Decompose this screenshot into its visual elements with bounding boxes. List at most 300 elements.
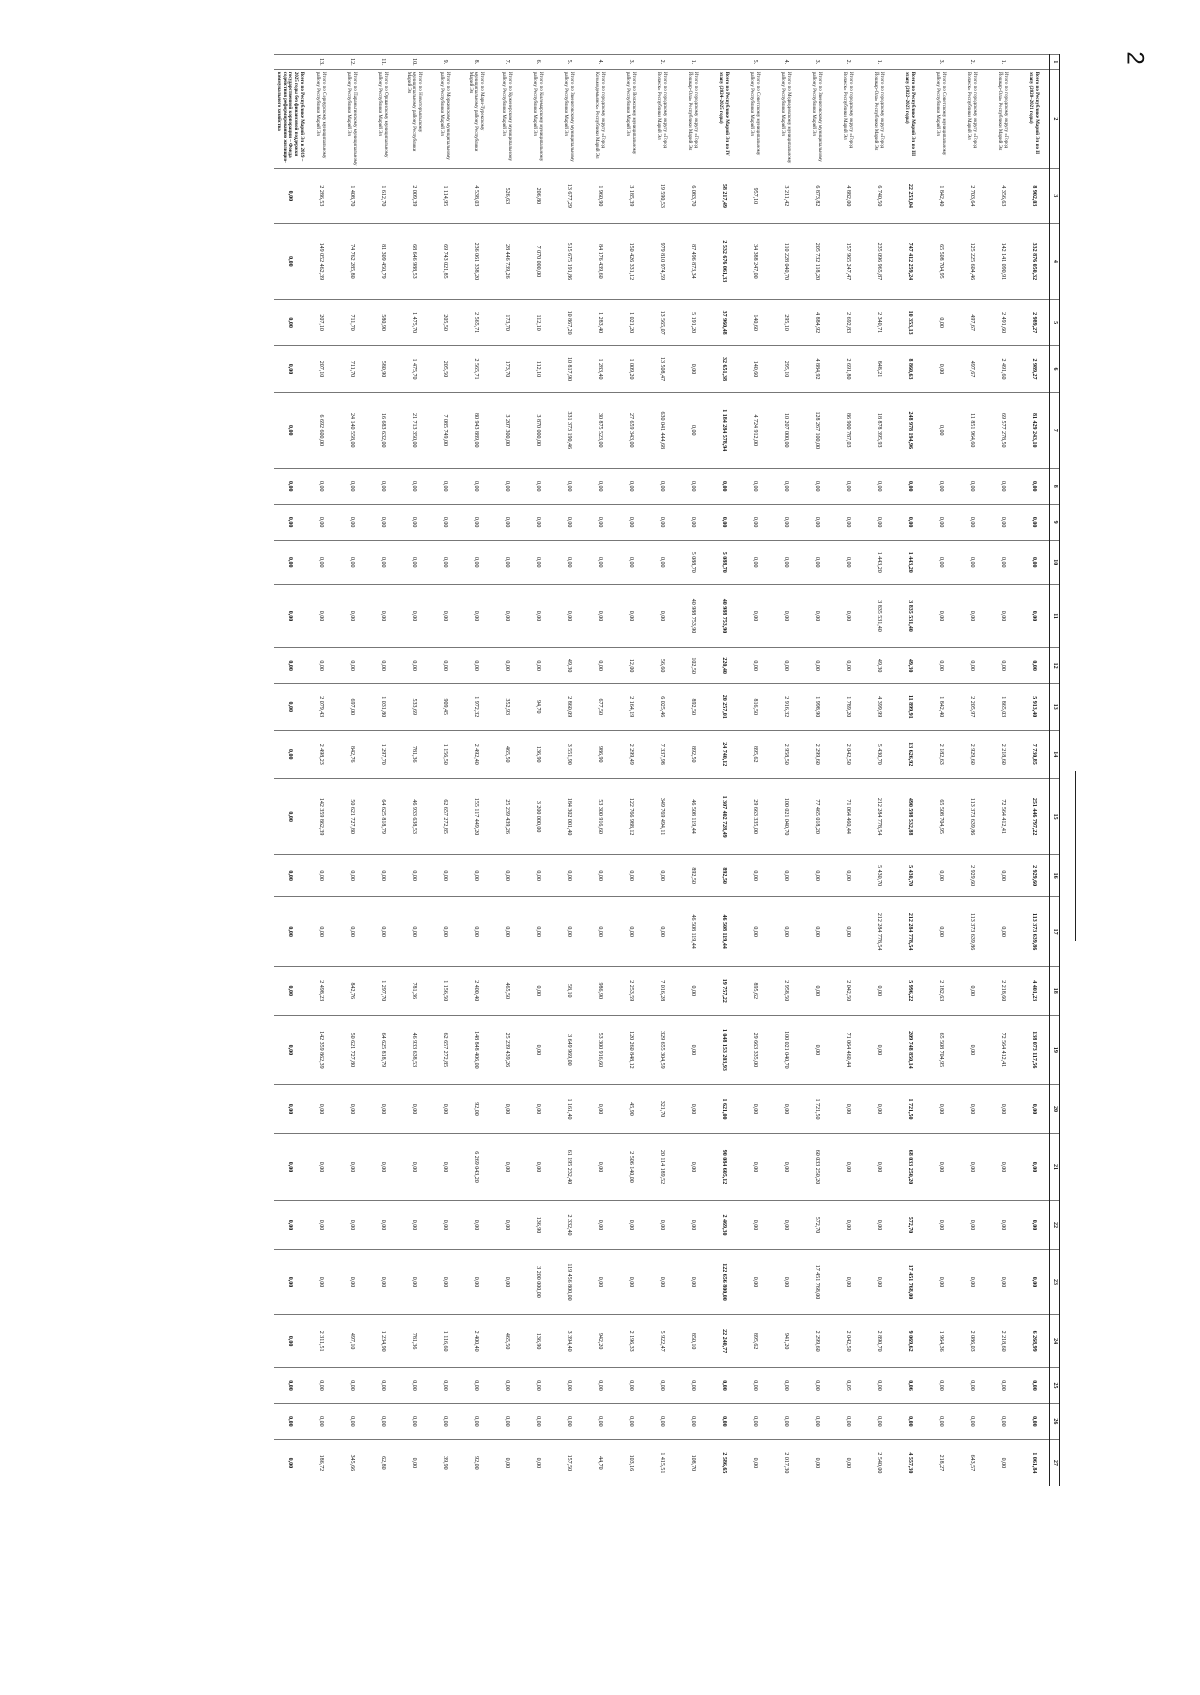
value-cell: 0,00 — [801, 966, 832, 1015]
value-cell: 0,00 — [460, 1403, 491, 1439]
value-cell: 0,00 — [398, 1085, 429, 1134]
value-cell: 0,00 — [398, 1368, 429, 1404]
column-number-header: 12 — [1050, 648, 1060, 684]
value-cell: 0,00 — [553, 897, 584, 967]
value-cell: 71 064 460,44 — [832, 779, 863, 855]
column-number-header: 16 — [1050, 855, 1060, 897]
value-cell: 630 041 444,68 — [646, 392, 677, 468]
value-cell: 0,00 — [646, 584, 677, 647]
table-body — [274, 55, 1050, 1487]
value-cell: 62 657 272,85 — [429, 779, 460, 855]
value-cell: 0,00 — [801, 504, 832, 540]
value-cell: 295,10 — [770, 299, 801, 345]
column-number-header: 2 — [1050, 69, 1060, 168]
value-cell: 2 540,00 — [863, 1439, 894, 1486]
value-cell: 0,00 — [274, 730, 305, 779]
value-cell: 0,00 — [274, 1085, 305, 1134]
value-cell: 0,00 — [832, 540, 863, 584]
value-cell: 0,00 — [553, 504, 584, 540]
row-number: 3. — [925, 55, 956, 70]
value-cell: 44,70 — [584, 1439, 615, 1486]
value-cell: 120 260 848,12 — [615, 1015, 646, 1085]
value-cell: 0,00 — [987, 504, 1018, 540]
value-cell: 0,00 — [336, 1201, 367, 1250]
value-cell: 0,00 — [677, 1249, 708, 1314]
table-row — [801, 55, 832, 1487]
row-number: 4. — [770, 55, 801, 70]
value-cell: 1 307 402 728,49 — [708, 779, 739, 855]
value-cell: 345,66 — [336, 1439, 367, 1486]
value-cell: 909,45 — [429, 684, 460, 730]
value-cell: 140,60 — [739, 346, 770, 392]
table-row — [305, 55, 336, 1487]
value-cell: 2 929,60 — [1018, 855, 1050, 897]
value-cell: 0,00 — [367, 1133, 398, 1201]
value-cell: 136,90 — [522, 730, 553, 779]
value-cell: 108,70 — [677, 1439, 708, 1486]
value-cell: 0,00 — [491, 504, 522, 540]
value-cell: 0,00 — [894, 468, 925, 504]
value-cell: 1 283,40 — [584, 346, 615, 392]
value-cell: 0,00 — [894, 504, 925, 540]
value-cell: 0,00 — [987, 1133, 1018, 1201]
value-cell: 19 590,53 — [646, 168, 677, 223]
column-number-header: 25 — [1050, 1368, 1060, 1404]
table-row — [491, 55, 522, 1487]
value-cell: 3 835 531,40 — [863, 584, 894, 647]
value-cell: 5 996,22 — [894, 966, 925, 1015]
value-cell: 0,00 — [522, 1439, 553, 1486]
value-cell: 0,00 — [925, 1201, 956, 1250]
value-cell: 0,00 — [584, 468, 615, 504]
value-cell: 0,00 — [832, 855, 863, 897]
value-cell: 0,00 — [274, 1201, 305, 1250]
table-row — [739, 55, 770, 1487]
value-cell: 0,00 — [522, 855, 553, 897]
value-cell: 0,00 — [367, 584, 398, 647]
value-cell: 1 621,00 — [708, 1085, 739, 1134]
value-cell: 0,00 — [336, 1133, 367, 1201]
value-cell: 0,00 — [429, 1133, 460, 1201]
value-cell: 0,00 — [429, 584, 460, 647]
column-number-header: 10 — [1050, 540, 1060, 584]
value-cell: 0,00 — [925, 468, 956, 504]
value-cell: 0,00 — [305, 584, 336, 647]
value-cell: 5 430,70 — [894, 855, 925, 897]
row-number: 13. — [305, 55, 336, 70]
row-label: Итого по городскому округу «Город Йошкар-Ола» Республики Марий Эл — [863, 69, 894, 168]
value-cell: 331 373 190,46 — [553, 392, 584, 468]
value-cell: 0,00 — [1018, 504, 1050, 540]
value-cell: 0,00 — [429, 540, 460, 584]
value-cell: 0,00 — [925, 1249, 956, 1314]
value-cell: 80 943 889,00 — [460, 392, 491, 468]
value-cell: 62 657 272,85 — [429, 1015, 460, 1085]
value-cell: 0,00 — [925, 584, 956, 647]
column-number-header: 21 — [1050, 1133, 1060, 1201]
value-cell: 62,80 — [367, 1439, 398, 1486]
value-cell: 0,00 — [987, 855, 1018, 897]
row-number — [894, 55, 925, 70]
row-number — [1018, 55, 1050, 70]
row-label: Итого по Советскому муниципальному району Республики Марий Эл — [925, 69, 956, 168]
value-cell: 892,50 — [677, 730, 708, 779]
value-cell: 20 257,01 — [708, 684, 739, 730]
table-row — [708, 55, 739, 1487]
value-cell: 0,00 — [863, 1368, 894, 1404]
value-cell: 0,00 — [522, 540, 553, 584]
value-cell: 212 284 778,54 — [863, 897, 894, 967]
value-cell: 1 061,84 — [1018, 1439, 1050, 1486]
value-cell: 6 269 043,20 — [460, 1133, 491, 1201]
row-number: 1. — [987, 55, 1018, 70]
value-cell: 0,00 — [274, 392, 305, 468]
value-cell: 0,00 — [801, 648, 832, 684]
value-cell: 0,00 — [491, 855, 522, 897]
value-cell: 0,00 — [770, 1133, 801, 1201]
value-cell: 0,00 — [615, 1403, 646, 1439]
value-cell: 0,00 — [956, 1249, 987, 1314]
row-number: 9. — [429, 55, 460, 70]
value-cell: 0,00 — [274, 584, 305, 647]
value-cell: 136,90 — [522, 1315, 553, 1368]
value-cell: 37 960,48 — [708, 299, 739, 345]
value-cell: 69 577 278,50 — [987, 392, 1018, 468]
value-cell: 0,00 — [274, 684, 305, 730]
value-cell: 5 922,47 — [646, 1315, 677, 1368]
value-cell: 16 683 632,00 — [367, 392, 398, 468]
value-cell: 0,00 — [925, 855, 956, 897]
value-cell: 103,16 — [615, 1439, 646, 1486]
value-cell: 0,00 — [987, 1085, 1018, 1134]
value-cell: 1 408,70 — [336, 168, 367, 223]
column-number-header: 9 — [1050, 504, 1060, 540]
value-cell: 0,00 — [677, 966, 708, 1015]
value-cell: 0,00 — [522, 1368, 553, 1404]
table-row — [894, 55, 925, 1487]
value-cell: 2 400,40 — [460, 1315, 491, 1368]
value-cell: 46 508 119,44 — [677, 779, 708, 855]
value-cell: 0,00 — [801, 1368, 832, 1404]
value-cell: 0,00 — [367, 1249, 398, 1314]
value-cell: 711,70 — [336, 299, 367, 345]
row-label: Итого по городскому округу «Город Волжск» Республики Марий Эл — [646, 69, 677, 168]
table-row — [832, 55, 863, 1487]
table-row — [367, 55, 398, 1487]
value-cell: 1 721,50 — [894, 1085, 925, 1134]
value-cell: 0,00 — [770, 648, 801, 684]
rotated-table-container — [190, 54, 1060, 1486]
value-cell: 0,00 — [274, 504, 305, 540]
value-cell: 46 508 119,44 — [677, 897, 708, 967]
value-cell: 40 988 753,90 — [677, 584, 708, 647]
value-cell: 892,50 — [708, 855, 739, 897]
value-cell: 40 988 753,90 — [708, 584, 739, 647]
value-cell: 2 009,39 — [398, 168, 429, 223]
value-cell: 53 300 916,60 — [584, 779, 615, 855]
value-cell: 781,36 — [398, 730, 429, 779]
value-cell: 2 929,60 — [956, 855, 987, 897]
value-cell: 1 998,90 — [801, 684, 832, 730]
value-cell: 5 430,70 — [863, 855, 894, 897]
resettlement-program-table — [274, 54, 1060, 1486]
value-cell: 0,00 — [615, 504, 646, 540]
value-cell: 142 359 862,39 — [305, 1015, 336, 1085]
value-cell: 2 916,32 — [770, 684, 801, 730]
value-cell: 2 218,60 — [987, 1315, 1018, 1368]
value-cell: 957,10 — [739, 168, 770, 223]
value-cell: 2 042,50 — [832, 966, 863, 1015]
value-cell: 0,00 — [801, 584, 832, 647]
value-cell: 11 851 964,60 — [956, 392, 987, 468]
value-cell: 842,76 — [336, 966, 367, 1015]
value-cell: 0,00 — [491, 584, 522, 647]
value-cell: 0,00 — [801, 1439, 832, 1486]
value-cell: 0,00 — [274, 1439, 305, 1486]
value-cell: 2 532 676 061,33 — [708, 223, 739, 299]
column-number-header: 15 — [1050, 779, 1060, 855]
value-cell: 5 913,40 — [1018, 684, 1050, 730]
value-cell: 0,00 — [739, 584, 770, 647]
value-cell: 0,00 — [274, 1249, 305, 1314]
value-cell: 56,60 — [646, 648, 677, 684]
table-row — [646, 55, 677, 1487]
value-cell: 0,00 — [801, 897, 832, 967]
value-cell: 150 426 331,12 — [615, 223, 646, 299]
value-cell: 0,00 — [460, 1249, 491, 1314]
value-cell: 0,00 — [367, 897, 398, 967]
row-number: 2. — [832, 55, 863, 70]
value-cell: 0,00 — [398, 1403, 429, 1439]
value-cell: 10 353,13 — [894, 299, 925, 345]
value-cell: 0,00 — [832, 504, 863, 540]
value-cell: 65 508 704,95 — [925, 779, 956, 855]
row-label: Итого по Мари-Турекскому муниципальному району Республики Марий Эл — [460, 69, 491, 168]
value-cell: 497,67 — [956, 299, 987, 345]
value-cell: 30 875 523,00 — [584, 392, 615, 468]
table-row — [1018, 55, 1050, 1487]
value-cell: 0,00 — [677, 1085, 708, 1134]
value-cell: 2 506 140,00 — [615, 1133, 646, 1201]
value-cell: 184 302 001,40 — [553, 779, 584, 855]
value-cell: 92,00 — [460, 1439, 491, 1486]
value-cell: 2 196,33 — [615, 1315, 646, 1368]
value-cell: 25 239 439,26 — [491, 1015, 522, 1085]
value-cell: 0,00 — [832, 1133, 863, 1201]
value-cell: 0,00 — [398, 1201, 429, 1250]
value-cell: 5 088,70 — [677, 540, 708, 584]
value-cell: 0,00 — [832, 584, 863, 647]
value-cell: 4 399,99 — [863, 684, 894, 730]
value-cell: 1 842,40 — [925, 168, 956, 223]
table-row — [553, 55, 584, 1487]
value-cell: 173,70 — [491, 346, 522, 392]
value-cell: 0,00 — [925, 392, 956, 468]
value-cell: 64 625 818,79 — [367, 779, 398, 855]
value-cell: 0,00 — [336, 648, 367, 684]
value-cell: 2 042,50 — [832, 1315, 863, 1368]
value-cell: 0,00 — [770, 1403, 801, 1439]
value-cell: 0,00 — [801, 468, 832, 504]
value-cell: 148 848 406,00 — [460, 1015, 491, 1085]
value-cell: 4 882,00 — [832, 168, 863, 223]
value-cell: 0,00 — [367, 855, 398, 897]
value-cell: 0,00 — [553, 1403, 584, 1439]
value-cell: 352,93 — [491, 684, 522, 730]
value-cell: 84 176 439,60 — [584, 223, 615, 299]
value-cell: 0,00 — [646, 1368, 677, 1404]
value-cell: 13 626,92 — [894, 730, 925, 779]
value-cell: 0,00 — [429, 1368, 460, 1404]
value-cell: 0,00 — [925, 540, 956, 584]
value-cell: 0,00 — [832, 1439, 863, 1486]
value-cell: 102,50 — [677, 648, 708, 684]
value-cell: 697,00 — [336, 684, 367, 730]
value-cell: 0,00 — [956, 1133, 987, 1201]
value-cell: 142 359 862,39 — [305, 779, 336, 855]
row-label: Итого по Звениговскому муниципальному району Республики Марий Эл — [801, 69, 832, 168]
row-label: Итого по Новоторъяльскому муниципальному району Республики Марий Эл — [398, 69, 429, 168]
value-cell: 0,00 — [987, 584, 1018, 647]
column-number-header: 5 — [1050, 299, 1060, 345]
value-cell: 0,00 — [770, 1085, 801, 1134]
value-cell: 0,00 — [739, 1249, 770, 1314]
column-number-row — [1050, 55, 1060, 1487]
table-row — [336, 55, 367, 1487]
value-cell: 2 691,80 — [832, 346, 863, 392]
row-number: 11. — [367, 55, 398, 70]
value-cell: 0,00 — [584, 540, 615, 584]
value-cell: 0,00 — [832, 1249, 863, 1314]
value-cell: 0,00 — [739, 1368, 770, 1404]
value-cell: 2 205,97 — [956, 684, 987, 730]
value-cell: 0,00 — [770, 855, 801, 897]
value-cell: 0,00 — [956, 1201, 987, 1250]
value-cell: 3 211,42 — [770, 168, 801, 223]
value-cell: 0,00 — [305, 504, 336, 540]
value-cell: 0,00 — [1018, 648, 1050, 684]
value-cell: 6 025,46 — [646, 684, 677, 730]
value-cell: 0,00 — [274, 168, 305, 223]
table-row — [584, 55, 615, 1487]
value-cell: 0,00 — [739, 1133, 770, 1201]
value-cell: 0,00 — [739, 1085, 770, 1134]
value-cell: 173,70 — [491, 299, 522, 345]
value-cell: 212 284 778,54 — [863, 779, 894, 855]
value-cell: 2 890,70 — [863, 1315, 894, 1368]
value-cell: 0,00 — [677, 468, 708, 504]
value-cell: 0,00 — [553, 540, 584, 584]
value-cell: 1 114,95 — [429, 168, 460, 223]
value-cell: 0,00 — [336, 584, 367, 647]
value-cell: 329 655 304,59 — [646, 1015, 677, 1085]
value-cell: 1 842,40 — [925, 684, 956, 730]
value-cell: 138 073 117,56 — [1018, 1015, 1050, 1085]
value-cell: 0,00 — [832, 1403, 863, 1439]
value-cell: 207,10 — [305, 299, 336, 345]
value-cell: 0,00 — [863, 1085, 894, 1134]
value-cell: 0,00 — [429, 1403, 460, 1439]
value-cell: 2 860,09 — [553, 684, 584, 730]
value-cell: 71 064 460,44 — [832, 1015, 863, 1085]
value-cell: 2 286,53 — [305, 168, 336, 223]
value-cell: 0,00 — [987, 1439, 1018, 1486]
value-cell: 64 625 818,79 — [367, 1015, 398, 1085]
value-cell: 0,00 — [1018, 1085, 1050, 1134]
value-cell: 0,00 — [522, 584, 553, 647]
value-cell: 0,00 — [925, 648, 956, 684]
value-cell: 6 083,70 — [677, 168, 708, 223]
value-cell: 895,62 — [739, 730, 770, 779]
value-cell: 2 340,71 — [863, 299, 894, 345]
value-cell: 0,00 — [336, 897, 367, 967]
value-cell: 0,00 — [832, 1201, 863, 1250]
value-cell: 0,00 — [398, 855, 429, 897]
value-cell: 572,70 — [801, 1201, 832, 1250]
value-cell: 0,00 — [863, 504, 894, 540]
value-cell: 113 373 639,86 — [956, 897, 987, 967]
value-cell: 842,76 — [336, 730, 367, 779]
row-label: Итого по Звениговскому муниципальному району Республики Марий Эл — [553, 69, 584, 168]
value-cell: 0,00 — [832, 648, 863, 684]
row-number: 1. — [863, 55, 894, 70]
value-cell: 0,00 — [1018, 584, 1050, 647]
value-cell: 220,40 — [708, 648, 739, 684]
value-cell: 0,00 — [677, 1133, 708, 1201]
value-cell: 2 498,23 — [305, 730, 336, 779]
value-cell: 206,80 — [522, 168, 553, 223]
value-cell: 979 810 974,59 — [646, 223, 677, 299]
value-cell: 0,00 — [305, 468, 336, 504]
value-cell: 0,06 — [894, 1368, 925, 1404]
value-cell: 0,00 — [522, 1133, 553, 1201]
value-cell: 0,00 — [584, 584, 615, 647]
value-cell: 0,00 — [491, 1133, 522, 1201]
value-cell: 0,00 — [460, 855, 491, 897]
value-cell: 0,00 — [460, 468, 491, 504]
value-cell: 5 088,70 — [708, 540, 739, 584]
value-cell: 13 677,29 — [553, 168, 584, 223]
value-cell: 136,90 — [522, 1201, 553, 1250]
value-cell: 69 743 021,85 — [429, 223, 460, 299]
value-cell: 0,00 — [739, 504, 770, 540]
row-number: 7. — [491, 55, 522, 70]
value-cell: 0,00 — [584, 1133, 615, 1201]
value-cell: 90 084 605,12 — [708, 1133, 739, 1201]
value-cell: 533,69 — [398, 684, 429, 730]
value-cell: 0,00 — [739, 1403, 770, 1439]
value-cell: 142 141 090,91 — [987, 223, 1018, 299]
value-cell: 0,00 — [305, 1085, 336, 1134]
value-cell: 0,00 — [739, 540, 770, 584]
value-cell: 7 070 000,00 — [522, 223, 553, 299]
value-cell: 2 492,40 — [460, 730, 491, 779]
value-cell: 8 902,03 — [1018, 168, 1050, 223]
row-label: Всего по Республике Марий Эл по III этапу (2022–2023 годы) — [894, 69, 925, 168]
value-cell: 0,00 — [398, 1439, 429, 1486]
value-cell: 3 835 531,40 — [894, 584, 925, 647]
value-cell: 1 156,50 — [429, 730, 460, 779]
value-cell: 0,00 — [646, 540, 677, 584]
value-cell: 497,10 — [336, 1315, 367, 1368]
column-number-header: 1 — [1050, 55, 1060, 70]
value-cell: 0,00 — [367, 1403, 398, 1439]
value-cell: 0,05 — [832, 1368, 863, 1404]
value-cell: 0,00 — [925, 1133, 956, 1201]
value-cell: 0,00 — [429, 504, 460, 540]
value-cell: 128 267 100,00 — [801, 392, 832, 468]
value-cell: 0,00 — [1018, 1201, 1050, 1250]
